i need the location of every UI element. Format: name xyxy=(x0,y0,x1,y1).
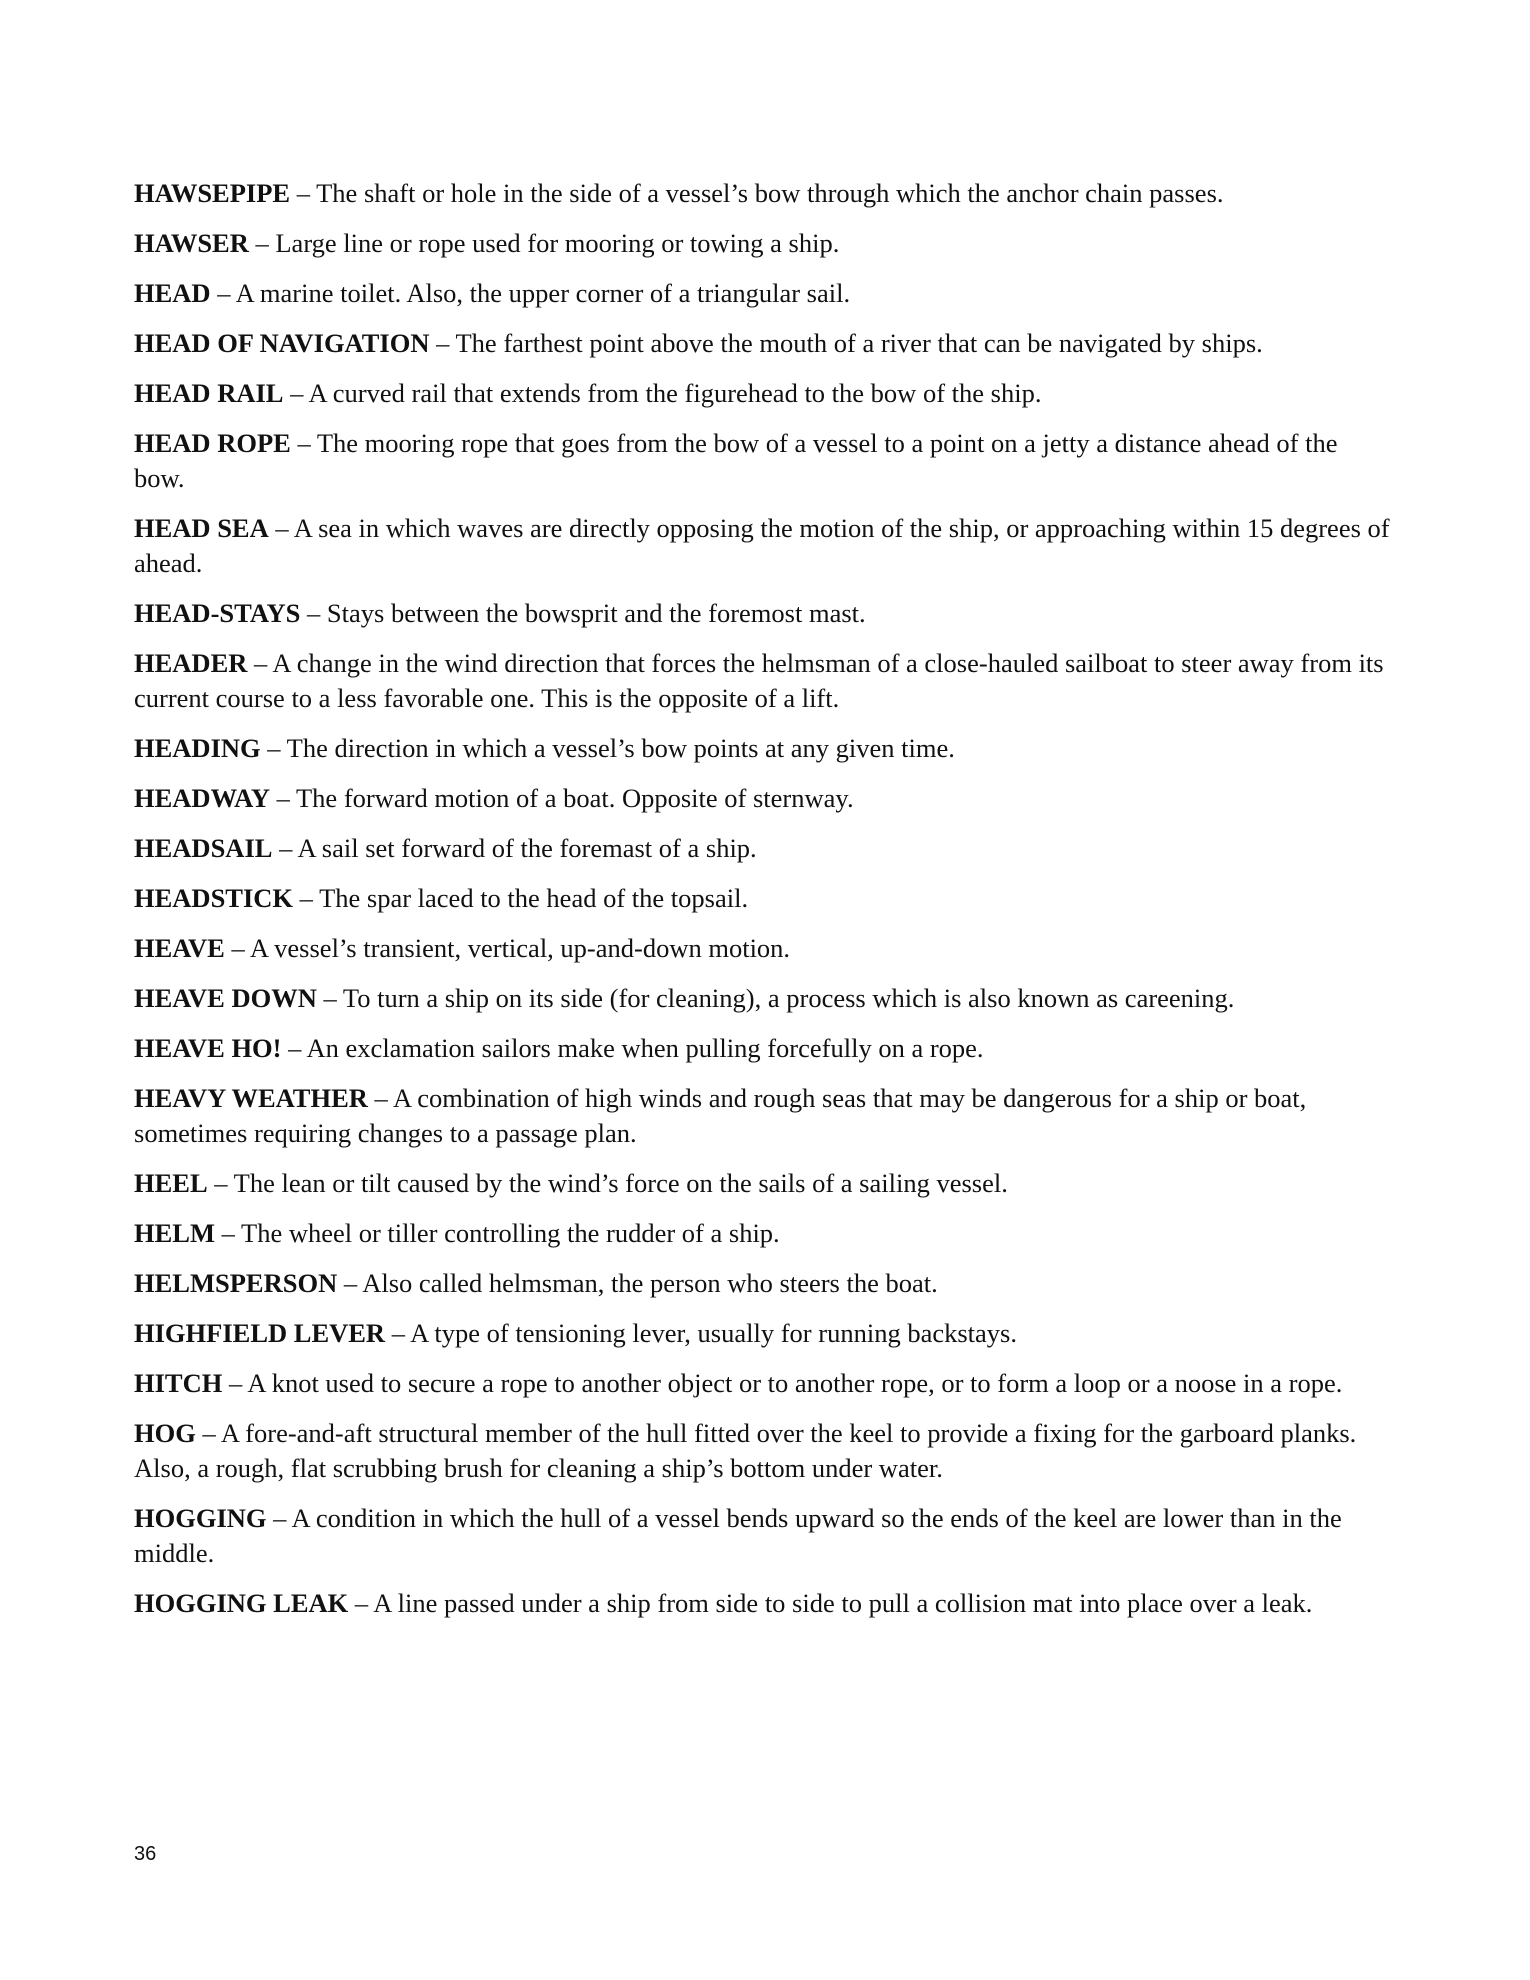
glossary-entry xyxy=(134,1166,1394,1201)
entry-term: HEADWAY xyxy=(134,783,270,813)
entry-term: HOGGING xyxy=(134,1503,267,1533)
glossary-entry xyxy=(134,596,1394,631)
entry-term: HITCH xyxy=(134,1368,223,1398)
entry-term: HEAD xyxy=(134,278,211,308)
entry-term: HEAD RAIL xyxy=(134,378,284,408)
entry-definition: – A type of tensioning lever, usually for running backstays. xyxy=(385,1318,1017,1348)
glossary-entry xyxy=(134,831,1394,866)
entry-definition: – A change in the wind direction that forces the helmsman of a close-hauled sailboat to steer away from its current course to a less favorable one. This is the opposite of a lift. xyxy=(134,648,1384,713)
glossary-entry xyxy=(134,1501,1394,1571)
entry-definition: – The shaft or hole in the side of a vessel’s bow through which the anchor chain passes. xyxy=(290,178,1224,208)
glossary-entry xyxy=(134,1416,1394,1486)
glossary-entry xyxy=(134,276,1394,311)
glossary-entry xyxy=(134,981,1394,1016)
glossary-entry xyxy=(134,1216,1394,1251)
entry-term: HEADER xyxy=(134,648,248,678)
glossary-entry xyxy=(134,176,1394,211)
entry-term: HEAD OF NAVIGATION xyxy=(134,328,430,358)
entry-definition: – A fore-and-aft structural member of the hull fitted over the keel to provide a fixing for the garboard planks. Also, a rough, flat scrubbing brush for cleaning a ship’s bottom under water. xyxy=(134,1418,1357,1483)
entry-definition: – A curved rail that extends from the figurehead to the bow of the ship. xyxy=(283,378,1042,408)
glossary-entry xyxy=(134,1366,1394,1401)
glossary-entry xyxy=(134,1316,1394,1351)
entry-definition: – Stays between the bowsprit and the foremost mast. xyxy=(300,598,866,628)
entry-term: HEAVE DOWN xyxy=(134,983,317,1013)
entry-term: HEAVE xyxy=(134,933,225,963)
entry-term: HEAD SEA xyxy=(134,513,269,543)
glossary-entry xyxy=(134,1081,1394,1151)
entry-term: HEADSAIL xyxy=(134,833,273,863)
entry-definition: – The direction in which a vessel’s bow points at any given time. xyxy=(260,733,955,763)
entry-definition: – Large line or rope used for mooring or towing a ship. xyxy=(248,228,840,258)
glossary-entry xyxy=(134,1031,1394,1066)
entry-definition: – The spar laced to the head of the topsail. xyxy=(293,883,749,913)
entry-definition: – A line passed under a ship from side to side to pull a collision mat into place over a leak. xyxy=(348,1588,1313,1618)
entry-term: HAWSEPIPE xyxy=(134,178,291,208)
glossary-entry xyxy=(134,226,1394,261)
entry-term: HOG xyxy=(134,1418,196,1448)
glossary-entry xyxy=(134,931,1394,966)
entry-term: HIGHFIELD LEVER xyxy=(134,1318,386,1348)
entry-definition: – The mooring rope that goes from the bow of a vessel to a point on a jetty a distance ahead of the bow. xyxy=(134,428,1338,493)
glossary-entry xyxy=(134,731,1394,766)
entry-term: HEADING xyxy=(134,733,261,763)
entry-term: HEAVE HO! xyxy=(134,1033,282,1063)
entry-definition: – A combination of high winds and rough seas that may be dangerous for a ship or boat, sometimes requiring changes to a passage plan. xyxy=(134,1083,1307,1148)
glossary-entries xyxy=(134,176,1394,1636)
entry-definition: – A sea in which waves are directly opposing the motion of the ship, or approaching within 15 degrees of ahead. xyxy=(134,513,1390,578)
entry-definition: – The farthest point above the mouth of a river that can be navigated by ships. xyxy=(429,328,1263,358)
entry-definition: – To turn a ship on its side (for cleaning), a process which is also known as careening. xyxy=(316,983,1235,1013)
entry-term: HEAD-STAYS xyxy=(134,598,301,628)
glossary-entry xyxy=(134,781,1394,816)
glossary-entry xyxy=(134,646,1394,716)
entry-definition: – An exclamation sailors make when pulling forcefully on a rope. xyxy=(281,1033,984,1063)
entry-definition: – A vessel’s transient, vertical, up-and-down motion. xyxy=(224,933,791,963)
entry-definition: – A sail set forward of the foremast of a ship. xyxy=(272,833,757,863)
entry-definition: – The forward motion of a boat. Opposite of sternway. xyxy=(269,783,854,813)
glossary-entry xyxy=(134,326,1394,361)
entry-term: HEEL xyxy=(134,1168,208,1198)
entry-definition: – A knot used to secure a rope to another object or to another rope, or to form a loop or a noose in a rope. xyxy=(222,1368,1343,1398)
glossary-entry xyxy=(134,376,1394,411)
entry-definition: – A marine toilet. Also, the upper corner of a triangular sail. xyxy=(210,278,851,308)
glossary-entry xyxy=(134,881,1394,916)
entry-term: HAWSER xyxy=(134,228,249,258)
glossary-entry xyxy=(134,1266,1394,1301)
entry-definition: – The lean or tilt caused by the wind’s force on the sails of a sailing vessel. xyxy=(207,1168,1008,1198)
entry-definition: – The wheel or tiller controlling the rudder of a ship. xyxy=(214,1218,780,1248)
glossary-entry xyxy=(134,426,1394,496)
entry-term: HEAD ROPE xyxy=(134,428,291,458)
glossary-entry xyxy=(134,511,1394,581)
entry-term: HELM xyxy=(134,1218,215,1248)
entry-definition: – A condition in which the hull of a vessel bends upward so the ends of the keel are lower than in the middle. xyxy=(134,1503,1342,1568)
entry-term: HEAVY WEATHER xyxy=(134,1083,368,1113)
entry-definition: – Also called helmsman, the person who steers the boat. xyxy=(337,1268,938,1298)
entry-term: HELMSPERSON xyxy=(134,1268,338,1298)
glossary-entry xyxy=(134,1586,1394,1621)
entry-term: HOGGING LEAK xyxy=(134,1588,349,1618)
page-number: 36 xyxy=(134,1843,157,1865)
entry-term: HEADSTICK xyxy=(134,883,294,913)
